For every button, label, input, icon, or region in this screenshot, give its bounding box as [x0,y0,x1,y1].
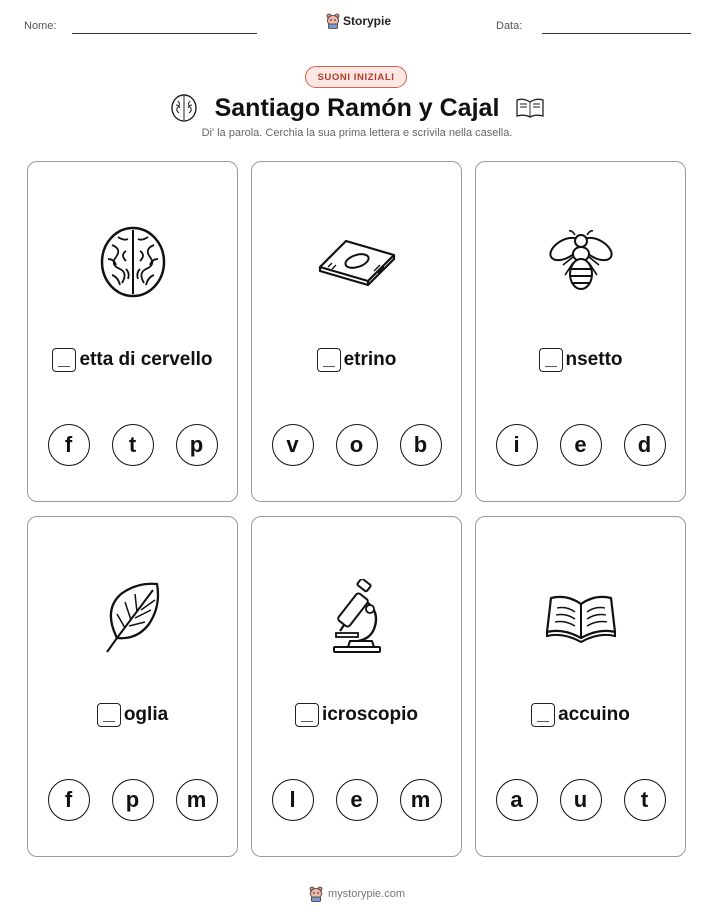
page-title: Santiago Ramón y Cajal [214,93,500,122]
letter-option[interactable]: m [176,779,218,821]
name-line[interactable] [72,33,257,34]
name-label: Nome: [24,20,57,32]
word-fragment: accuino [558,704,630,725]
letter-option[interactable]: a [496,779,538,821]
footer-url[interactable]: mystorypie.com [327,888,406,900]
card-bee [475,161,686,502]
word-fragment: etrino [343,349,397,370]
letter-option[interactable]: e [560,424,602,466]
date-line[interactable] [542,33,691,34]
letter-option[interactable]: p [176,424,218,466]
letter-option[interactable]: t [624,779,666,821]
date-label: Data: [496,20,523,32]
footer [0,886,714,902]
letter-option[interactable]: u [560,779,602,821]
card-slide [251,161,462,502]
brain-title-icon [169,93,199,123]
letter-option[interactable]: o [336,424,378,466]
category-badge: SUONI INIZIALI [305,66,407,88]
letter-option[interactable]: f [48,424,90,466]
letter-option[interactable]: p [112,779,154,821]
microscope-slide-icon [316,237,398,287]
footer-mascot-icon [309,886,323,902]
answer-box[interactable] [539,348,563,372]
word-fragment: etta di cervello [79,349,213,370]
answer-box[interactable] [52,348,76,372]
answer-box[interactable] [317,348,341,372]
letter-option[interactable]: m [400,779,442,821]
word-fragment: nsetto [565,349,623,370]
word-fragment: icroscopio [321,704,419,725]
letter-option[interactable]: l [272,779,314,821]
card-leaf [27,516,238,857]
card-brain [27,161,238,502]
word-fragment: oglia [123,704,169,725]
title-row [0,90,714,126]
brand-name: Storypie [343,14,392,28]
letter-option[interactable]: d [624,424,666,466]
letter-option[interactable]: v [272,424,314,466]
book-icon [545,590,617,644]
letter-option[interactable]: e [336,779,378,821]
storypie-mascot-icon [326,13,340,29]
bee-icon [545,229,617,295]
leaf-icon [103,580,163,654]
card-notebook [475,516,686,857]
book-title-icon [515,97,545,119]
brand-logo [326,13,391,29]
answer-box[interactable] [531,703,555,727]
answer-box[interactable] [295,703,319,727]
instructions: Di' la parola. Cerchia la sua prima lettera e scrivila nella casella. [201,127,513,139]
letter-option[interactable]: i [496,424,538,466]
card-microscope [251,516,462,857]
microscope-icon [328,579,386,655]
brain-icon [98,225,168,299]
letter-option[interactable]: t [112,424,154,466]
answer-box[interactable] [97,703,121,727]
letter-option[interactable]: f [48,779,90,821]
letter-option[interactable]: b [400,424,442,466]
